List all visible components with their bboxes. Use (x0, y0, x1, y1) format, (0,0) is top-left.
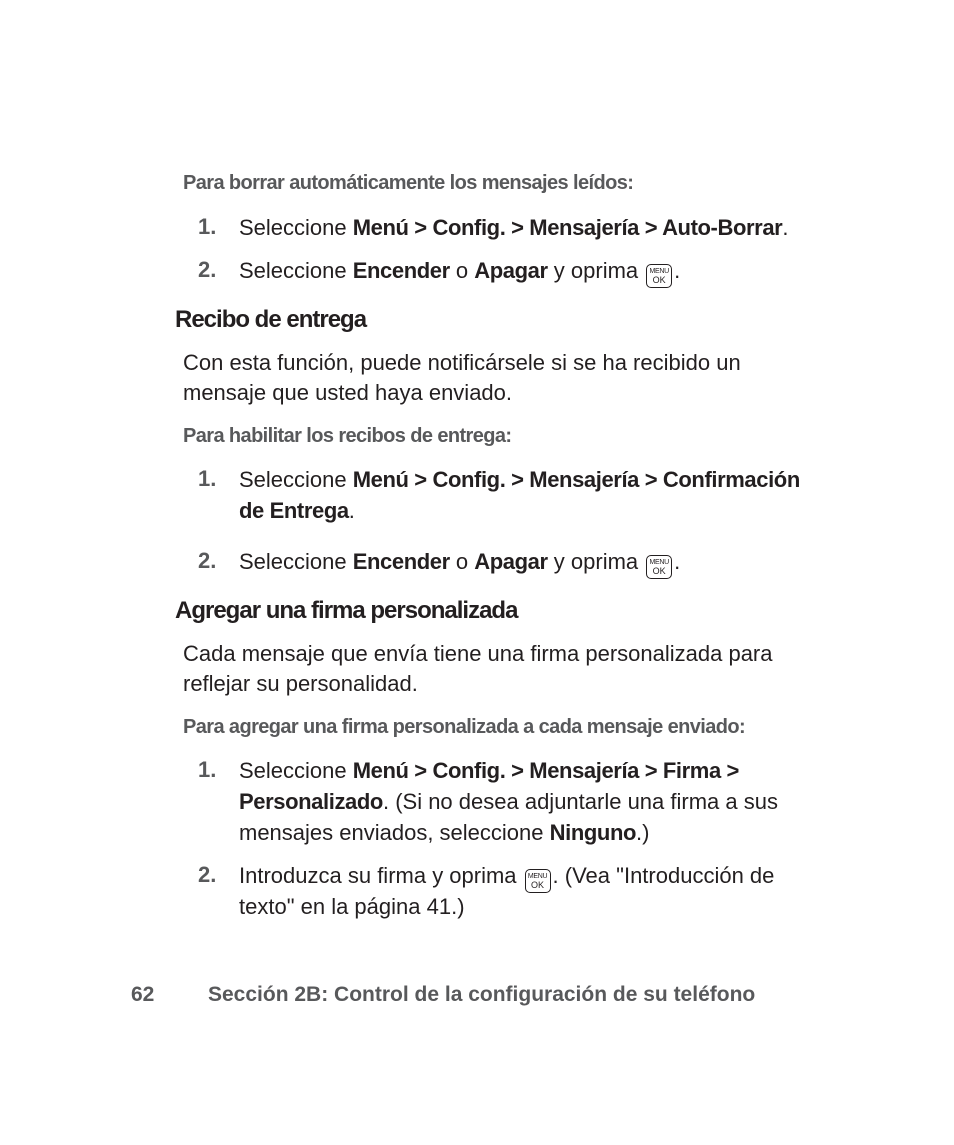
section-heading-custom-signature: Agregar una firma personalizada (175, 597, 518, 624)
step-number: 2. (198, 548, 217, 573)
section-heading-delivery-receipt: Recibo de entrega (175, 306, 367, 333)
step-number: 1. (198, 757, 217, 782)
menu-ok-key-icon: MENU OK (525, 869, 551, 893)
footer-section-title: Sección 2B: Control de la configuración de su teléfono (208, 983, 756, 1006)
step-number: 2. (198, 862, 217, 887)
subhead-add-signature: Para agregar una firma personalizada a cada mensaje enviado: (183, 716, 746, 738)
step-text-cont: de Entrega. (239, 498, 355, 523)
paragraph-line: Cada mensaje que envía tiene una firma personalizada para (183, 641, 773, 666)
step-number: 1. (198, 466, 217, 491)
subhead-enable-receipts: Para habilitar los recibos de entrega: (183, 425, 512, 447)
paragraph-line: mensaje que usted haya enviado. (183, 380, 513, 405)
step-text: Seleccione Menú > Config. > Mensajería > Firma > (239, 758, 739, 783)
step-text: Seleccione Encender o Apagar y oprima MENU OK . (239, 546, 680, 579)
step-text: Seleccione Encender o Apagar y oprima MENU OK . (239, 255, 680, 288)
step-text: Seleccione Menú > Config. > Mensajería > Auto-Borrar. (239, 215, 789, 240)
menu-ok-key-icon: MENU OK (646, 264, 672, 288)
step-text: Seleccione Menú > Config. > Mensajería > Confirmación (239, 467, 800, 492)
step-text-cont: Personalizado. (Si no desea adjuntarle una firma a sus (239, 789, 778, 814)
subhead-auto-erase: Para borrar automáticamente los mensajes leídos: (183, 172, 634, 194)
paragraph-line: reflejar su personalidad. (183, 671, 418, 696)
step-number: 2. (198, 257, 217, 282)
step-text-cont: mensajes enviados, seleccione Ninguno.) (239, 820, 650, 845)
step-number: 1. (198, 214, 217, 239)
step-text: Introduzca su firma y oprima MENU OK . (Vea "Introducción de (239, 860, 774, 893)
paragraph-line: Con esta función, puede notificársele si se ha recibido un (183, 350, 741, 375)
menu-ok-key-icon: MENU OK (646, 555, 672, 579)
step-text-cont: texto" en la página 41.) (239, 894, 465, 919)
page-number: 62 (131, 983, 155, 1006)
